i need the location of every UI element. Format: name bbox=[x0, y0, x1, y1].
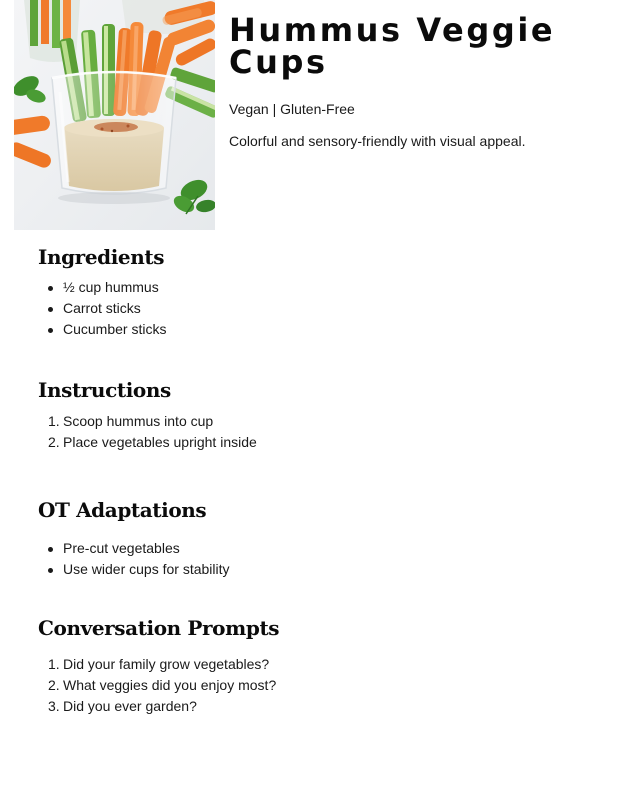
ingredients-heading: Ingredients bbox=[38, 245, 165, 269]
conversation-prompts-section bbox=[38, 616, 598, 717]
instructions-list bbox=[38, 411, 598, 453]
instructions-heading: Instructions bbox=[38, 378, 171, 402]
list-item: Did your family grow vegetables? bbox=[63, 656, 270, 672]
diet-tags: Vegan | Gluten-Free bbox=[229, 101, 355, 117]
list-item: Carrot sticks bbox=[38, 298, 598, 319]
instructions-section bbox=[38, 378, 598, 453]
list-item: Pre-cut vegetables bbox=[38, 538, 598, 559]
ot-adaptations-section bbox=[38, 498, 598, 580]
conversation-prompts-list bbox=[38, 654, 598, 717]
recipe-title: Hummus Veggie Cups bbox=[229, 11, 556, 81]
list-item: ½ cup hummus bbox=[38, 277, 598, 298]
recipe-photo bbox=[14, 0, 215, 230]
list-item: What veggies did you enjoy most? bbox=[63, 677, 277, 693]
ot-adaptations-list bbox=[38, 538, 598, 580]
list-item: Did you ever garden? bbox=[63, 698, 197, 714]
ingredients-list bbox=[38, 277, 598, 340]
ingredients-section bbox=[38, 245, 598, 340]
ot-adaptations-heading: OT Adaptations bbox=[38, 498, 207, 522]
list-item: Place vegetables upright inside bbox=[63, 434, 257, 450]
list-item: Scoop hummus into cup bbox=[63, 413, 214, 429]
recipe-description: Colorful and sensory-friendly with visual appeal. bbox=[229, 133, 526, 149]
conversation-prompts-heading: Conversation Prompts bbox=[38, 616, 280, 640]
list-item: Cucumber sticks bbox=[38, 319, 598, 340]
list-item: Use wider cups for stability bbox=[38, 559, 598, 580]
